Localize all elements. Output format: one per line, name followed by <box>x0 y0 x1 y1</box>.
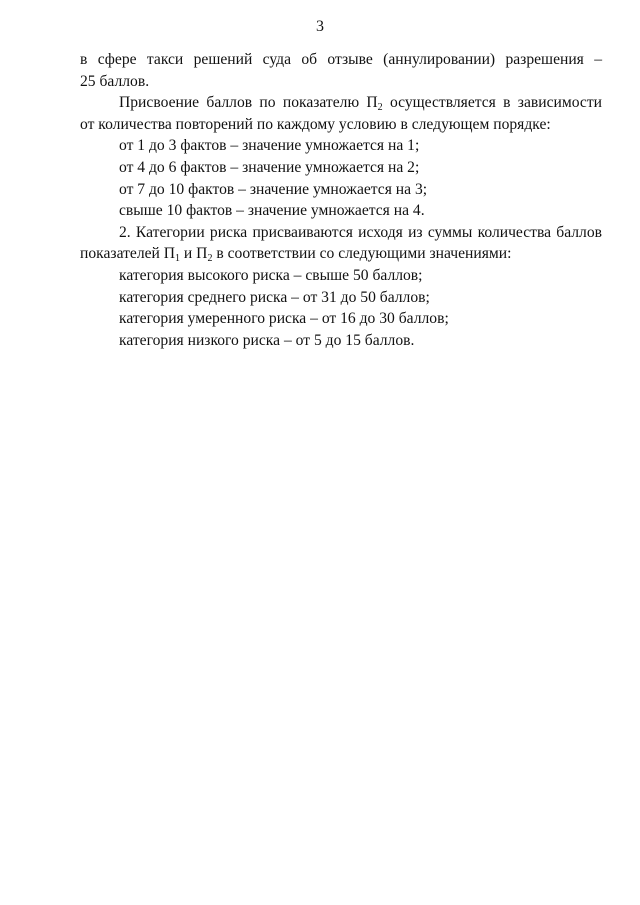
paragraph-3-subscript-1: 1 <box>175 253 181 265</box>
paragraph-3-subscript-2: 2 <box>207 253 213 265</box>
multiplier-item: от 4 до 6 фактов – значение умножается на 2; <box>119 158 420 176</box>
risk-category-item: категория высокого риска – свыше 50 баллов; <box>119 266 423 284</box>
risk-category-item: категория низкого риска – от 5 до 15 баллов. <box>119 331 415 349</box>
paragraph-3-line-2 <box>80 243 602 265</box>
paragraph-3-text-b: и П <box>180 245 208 263</box>
multiplier-item: свыше 10 фактов – значение умножается на 4. <box>119 202 425 220</box>
paragraph-3-text-a: показателей П <box>80 245 176 263</box>
multiplier-item: от 7 до 10 фактов – значение умножается на 3; <box>119 180 428 198</box>
paragraph-2-line-2: от количества повторений по каждому условию в следующем порядке: <box>80 115 551 133</box>
page-number: 3 <box>316 18 324 35</box>
paragraph-2-line-1 <box>80 92 602 114</box>
document-body <box>80 49 602 351</box>
paragraph-2-text-b: осуществляется в зависимости <box>382 94 603 112</box>
multiplier-item: от 1 до 3 фактов – значение умножается на 1; <box>119 137 420 155</box>
paragraph-3-text-c: в соответствии со следующими значениями: <box>212 245 512 263</box>
paragraph-1-line-2: 25 баллов. <box>80 72 150 90</box>
paragraph-2-subscript: 2 <box>377 102 383 114</box>
paragraph-3-line-1: 2. Категории риска присваиваются исходя из суммы количества баллов <box>119 223 602 241</box>
risk-category-item: категория среднего риска – от 31 до 50 баллов; <box>119 288 430 306</box>
paragraph-1-line-1: в сфере такси решений суда об отзыве (аннулировании) разрешения – <box>80 51 602 68</box>
risk-category-item: категория умеренного риска – от 16 до 30 баллов; <box>119 310 449 328</box>
paragraph-2-text-a: Присвоение баллов по показателю П <box>119 94 378 112</box>
